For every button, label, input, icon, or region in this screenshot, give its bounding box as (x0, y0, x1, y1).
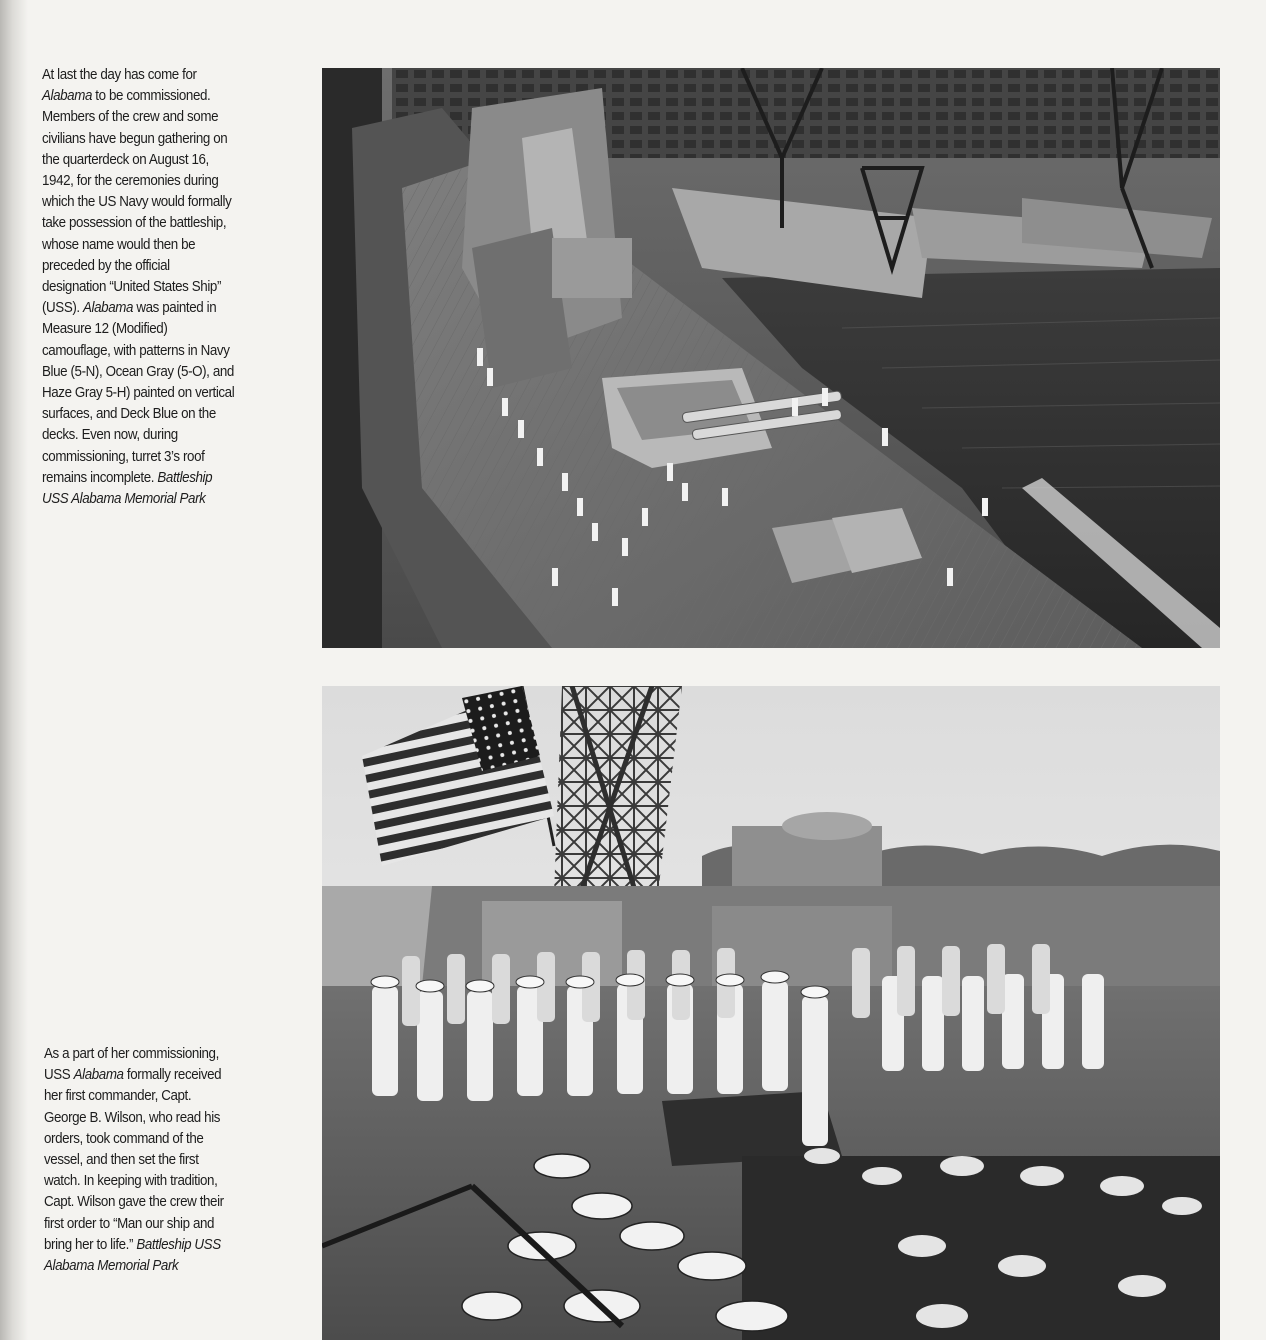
caption-line (42, 382, 287, 403)
caption-run: whose name would then be (42, 235, 196, 253)
caption-line (44, 1149, 275, 1170)
caption-line (42, 403, 287, 424)
caption-run: As a part of her commissioning, (44, 1045, 219, 1062)
photo-commissioning-ceremony (322, 686, 1220, 1340)
caption-line (44, 1128, 275, 1149)
photo-commissioning-ceremony-art (322, 686, 1220, 1340)
caption-line (42, 361, 287, 382)
book-gutter-shadow (0, 0, 28, 1340)
caption-run: commissioning, turret 3’s roof (42, 447, 205, 465)
caption-top (42, 64, 287, 509)
caption-run: orders, took command of the (44, 1129, 204, 1147)
caption-italic-run: Alabama (73, 1066, 124, 1084)
caption-run: camouflage, with patterns in Navy (42, 341, 230, 359)
caption-run: (USS). (42, 299, 84, 317)
caption-run: the quarterdeck on August 16, (42, 150, 209, 168)
caption-line (42, 467, 287, 488)
caption-line (42, 64, 287, 85)
photo-battleship-quarterdeck-art (322, 68, 1220, 648)
caption-line (42, 255, 287, 276)
caption-italic-run: Alabama Memorial Park (44, 1257, 179, 1275)
caption-run: decks. Even now, during (42, 426, 178, 444)
caption-run: was painted in (133, 299, 217, 317)
caption-line (44, 1255, 275, 1276)
caption-run: George B. Wilson, who read his (44, 1108, 221, 1126)
caption-line (42, 446, 287, 467)
caption-line (44, 1170, 275, 1191)
caption-run: Measure 12 (Modified) (42, 320, 168, 338)
caption-run: vessel, and then set the first (44, 1151, 199, 1169)
caption-run: preceded by the official (42, 256, 170, 274)
caption-line (44, 1234, 275, 1255)
caption-run: Capt. Wilson gave the crew their (44, 1193, 224, 1211)
caption-line (44, 1043, 275, 1064)
caption-line (44, 1064, 275, 1085)
caption-line (42, 85, 287, 106)
caption-line (44, 1107, 275, 1128)
caption-line (42, 128, 287, 149)
caption-italic-run: Alabama (42, 87, 92, 105)
caption-line (42, 297, 287, 318)
caption-run: bring her to life.” (44, 1235, 137, 1253)
caption-line (42, 276, 287, 297)
caption-line (44, 1191, 275, 1212)
caption-line (42, 340, 287, 361)
caption-line (42, 191, 287, 212)
caption-run: first order to “Man our ship and (44, 1214, 215, 1232)
caption-line (42, 318, 287, 339)
caption-run: USS (44, 1066, 74, 1084)
caption-run: which the US Navy would formally (42, 193, 232, 211)
photo-battleship-quarterdeck (322, 68, 1220, 648)
caption-run: Blue (5-N), Ocean Gray (5-O), and (42, 362, 234, 380)
caption-run: At last the day has come for (42, 66, 197, 83)
caption-run: Members of the crew and some (42, 108, 219, 126)
caption-run: her first commander, Capt. (44, 1087, 192, 1105)
caption-line (42, 170, 287, 191)
caption-line (42, 212, 287, 233)
caption-run: 1942, for the ceremonies during (42, 172, 219, 190)
caption-line (44, 1085, 275, 1106)
caption-line (42, 149, 287, 170)
caption-run: formally received (123, 1066, 222, 1084)
caption-italic-run: USS Alabama Memorial Park (42, 490, 206, 508)
caption-italic-run: Battleship USS (136, 1235, 221, 1253)
caption-italic-run: Battleship (157, 468, 213, 486)
caption-line (44, 1213, 275, 1234)
caption-italic-run: Alabama (83, 299, 134, 317)
caption-run: take possession of the battleship, (42, 214, 227, 232)
caption-line (42, 106, 287, 127)
caption-line (42, 424, 287, 445)
caption-run: designation “United States Ship” (42, 278, 222, 296)
caption-run: civilians have begun gathering on (42, 129, 228, 147)
caption-run: to be commissioned. (91, 87, 211, 105)
caption-line (42, 234, 287, 255)
caption-run: Haze Gray 5-H) painted on vertical (42, 384, 235, 402)
caption-run: surfaces, and Deck Blue on the (42, 405, 216, 423)
caption-run: watch. In keeping with tradition, (44, 1172, 218, 1190)
caption-line (42, 488, 287, 509)
caption-bottom (44, 1043, 275, 1276)
caption-run: remains incomplete. (42, 468, 158, 486)
